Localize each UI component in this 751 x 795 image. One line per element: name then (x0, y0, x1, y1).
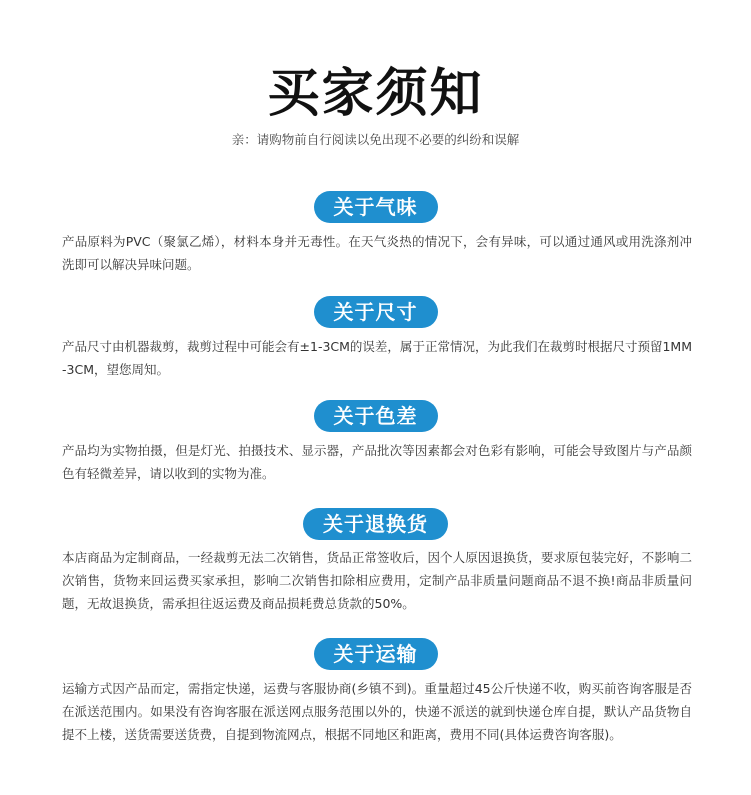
page-subtitle: 亲：请购物前自行阅读以免出现不必要的纠纷和误解 (231, 132, 520, 147)
section-header-size (0, 296, 751, 328)
section-body-size: 产品尺寸由机器裁剪，裁剪过程中可能会有±1-3CM的误差，属于正常情况，为此我们在裁剪时根据尺寸预留1MM-3CM，望您周知。 (62, 339, 692, 377)
section-header-smell (0, 191, 751, 223)
section-body-smell: 产品原料为PVC（聚氯乙烯），材料本身并无毒性。在天气炎热的情况下，会有异味，可以通过通风或用洗涤剂冲洗即可以解决异味问题。 (62, 234, 692, 272)
section-heading-shipping: 关于运输 (314, 638, 438, 670)
section-body-color: 产品均为实物拍摄，但是灯光、拍摄技术、显示器，产品批次等因素都会对色彩有影响，可能会导致图片与产品颜色有轻微差异，请以收到的实物为准。 (62, 443, 692, 481)
section-heading-size: 关于尺寸 (314, 296, 438, 328)
section-header-color (0, 400, 751, 432)
section-header-returns (0, 508, 751, 540)
section-body-returns: 本店商品为定制商品，一经裁剪无法二次销售，货品正常签收后，因个人原因退换货，要求原包装完好，不影响二次销售，货物来回运费买家承担，影响二次销售扣除相应费用，定制产品非质量问题商品不退不换!商品非质量问题，无故退换货，需承担往返运费及商品损耗费总货款的50%。 (62, 550, 692, 611)
section-heading-returns: 关于退换货 (303, 508, 448, 540)
section-heading-smell: 关于气味 (314, 191, 438, 223)
section-header-shipping (0, 638, 751, 670)
section-heading-color: 关于色差 (314, 400, 438, 432)
page-title: 买家须知 (267, 64, 484, 124)
section-body-shipping: 运输方式因产品而定，需指定快递，运费与客服协商(乡镇不到)。重量超过45公斤快递不收，购买前咨询客服是否在派送范围内。如果没有咨询客服在派送网点服务范围以外的，快递不派送的就到快递仓库自提，默认产品货物自提不上楼，送货需要送货费，自提到物流网点，根据不同地区和距离，费用不同(具体运费咨询客服)。 (62, 681, 692, 742)
